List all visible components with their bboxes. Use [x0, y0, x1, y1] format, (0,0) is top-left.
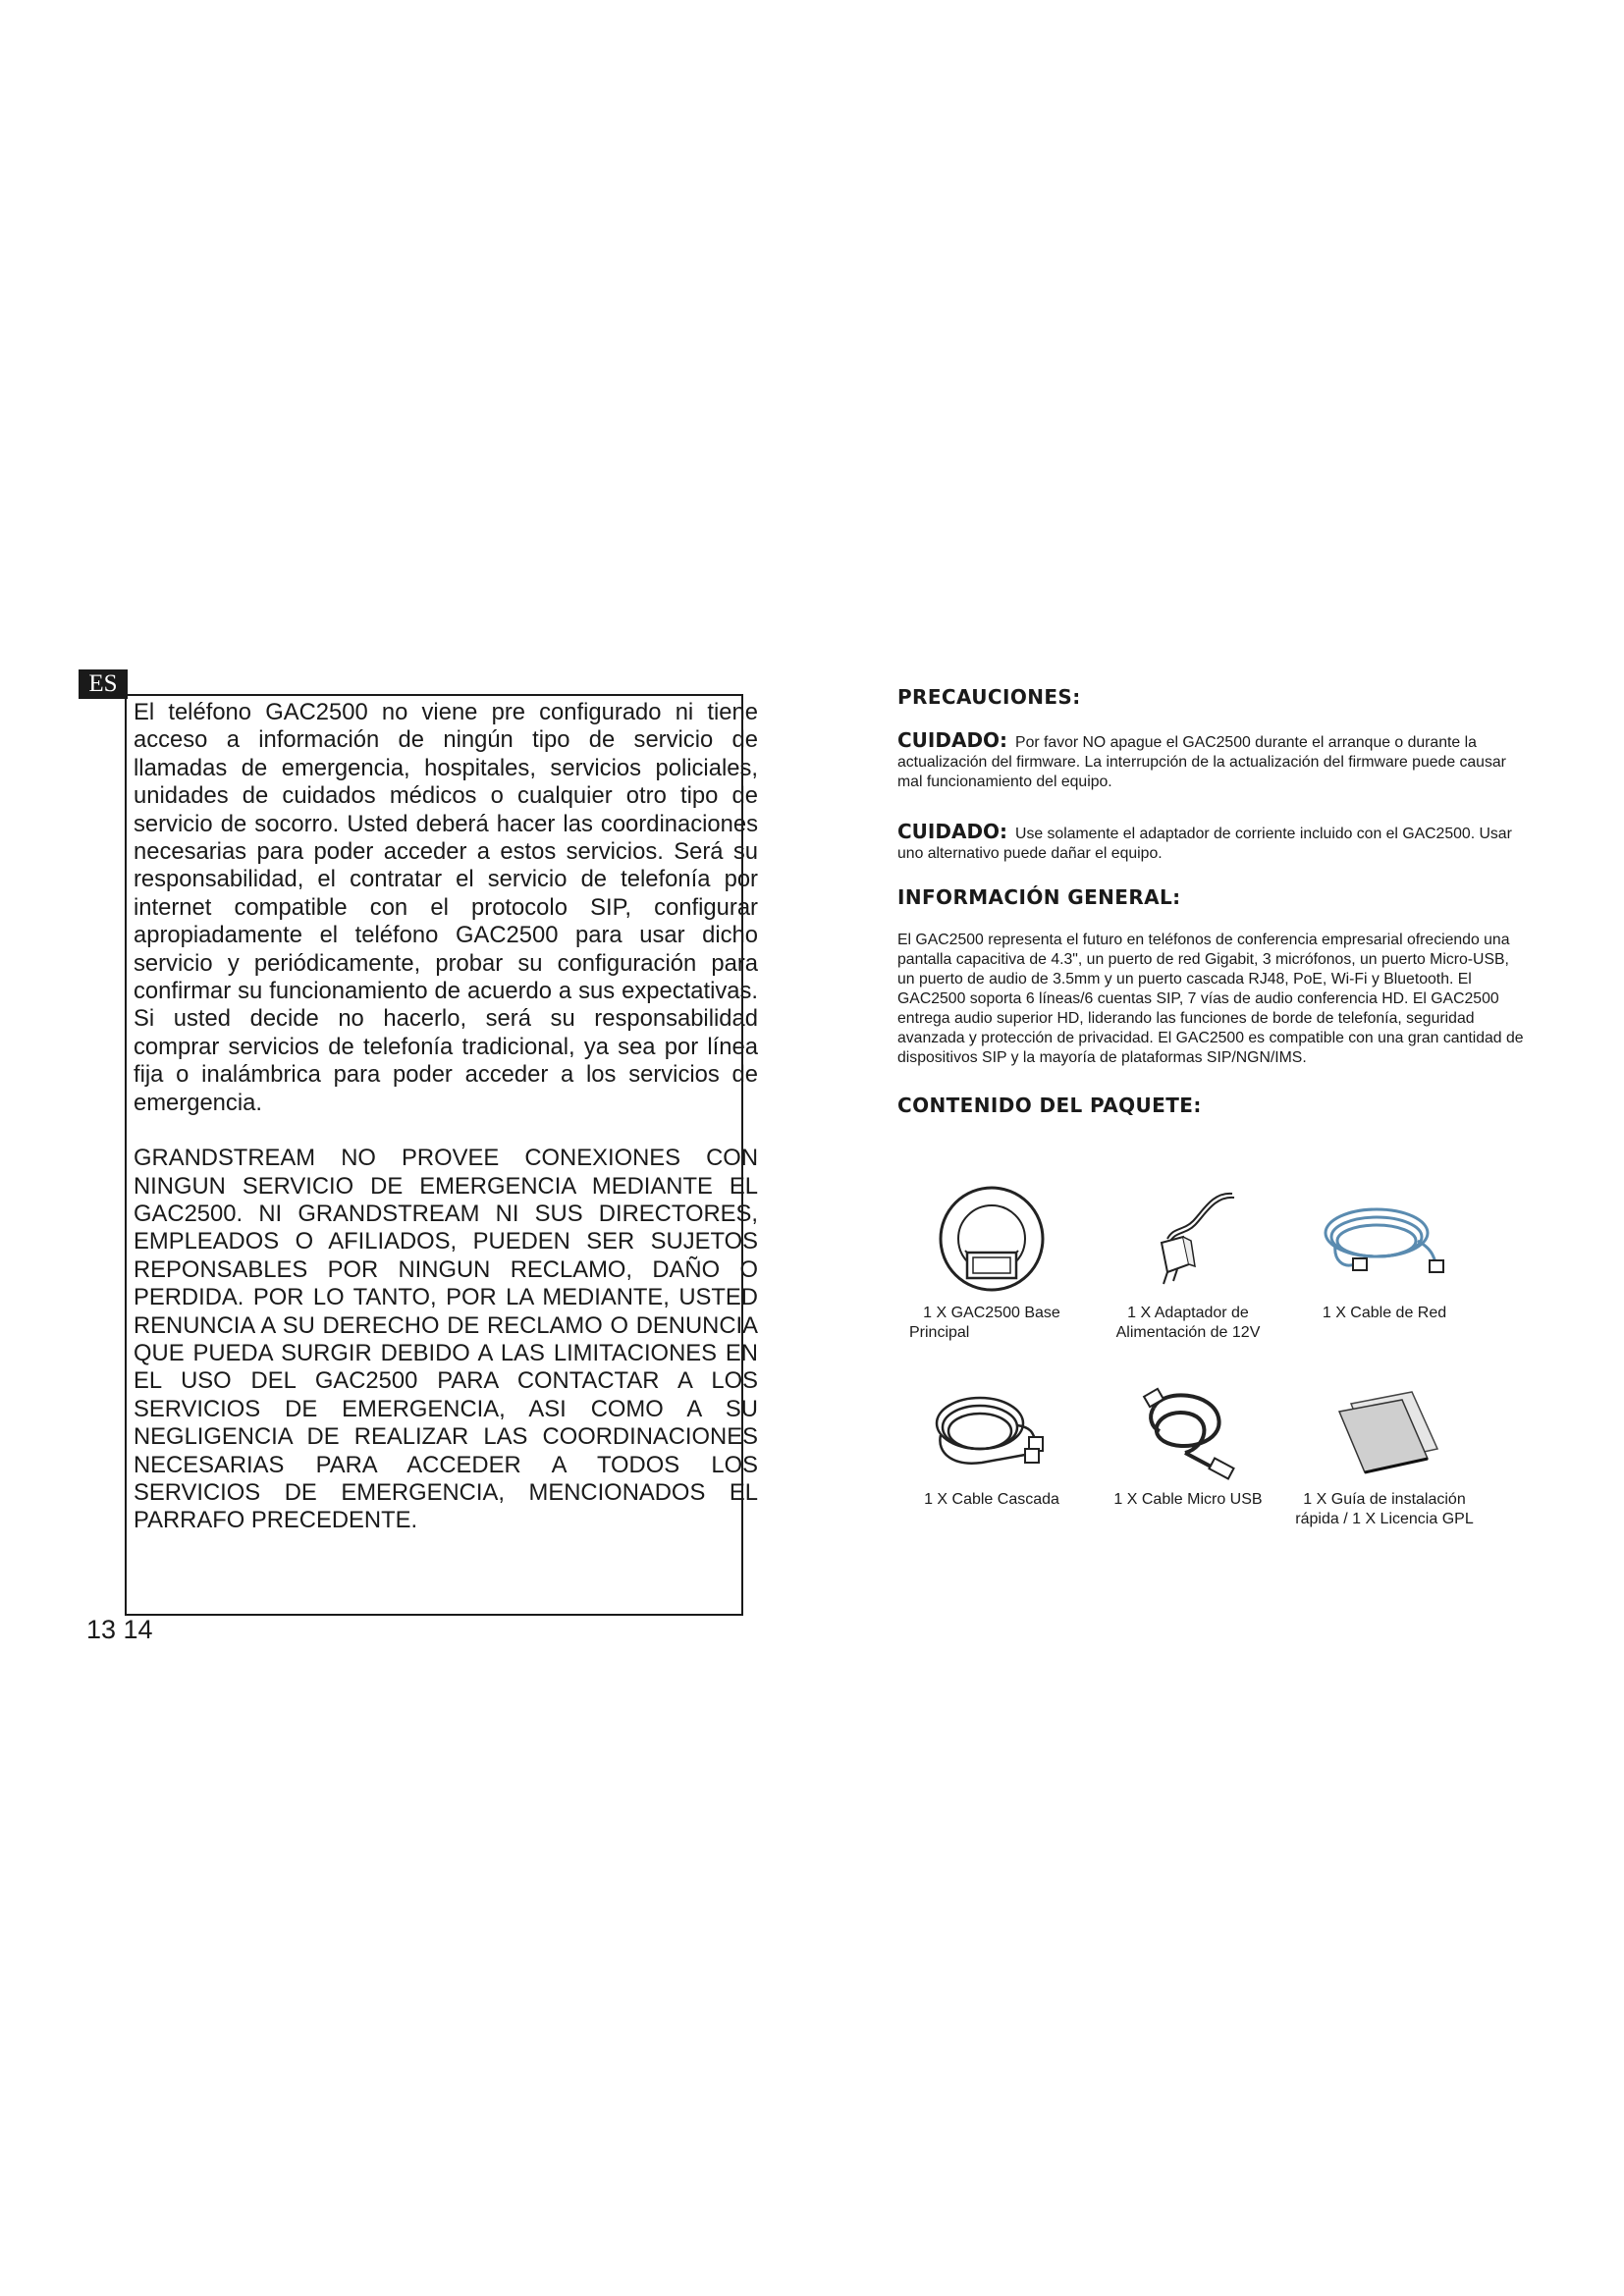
package-item-usb-cable	[1080, 1378, 1296, 1510]
package-item-cascade-cable	[884, 1378, 1100, 1510]
cascade-cable-icon	[923, 1378, 1060, 1486]
package-item-label: 1 X Cable Cascada	[924, 1491, 1059, 1508]
package-item-label: 1 X Adaptador de Alimentación de 12V	[1115, 1305, 1261, 1341]
package-item-label: 1 X Cable de Red	[1322, 1305, 1447, 1321]
package-contents-heading: CONTENIDO DEL PAQUETE:	[897, 1094, 1202, 1117]
caution-2-text: Use solamente el adaptador de corriente incluido con el GAC2500. Usar uno alternativo puede dañar el equipo.	[897, 826, 1512, 862]
package-item-label: 1 X GAC2500 Base Principal	[909, 1305, 1060, 1341]
package-item-label: 1 X Guía de instalación rápida / 1 X Licencia GPL	[1295, 1491, 1474, 1527]
package-item-label: 1 X Cable Micro USB	[1113, 1491, 1263, 1508]
general-info-heading: INFORMACIÓN GENERAL:	[897, 885, 1181, 909]
page-numbers: 13 14	[86, 1615, 153, 1644]
right-page	[897, 687, 1526, 1115]
caution-1-text: Por favor NO apague el GAC2500 durante el arranque o durante la actualización del firmware. La interrupción de la actualización del firmware puede causar mal funcionamiento del equipo.	[897, 734, 1506, 790]
micro-usb-cable-icon	[1124, 1378, 1252, 1486]
left-page-text	[134, 699, 758, 1535]
general-info-text: El GAC2500 representa el futuro en teléfonos de conferencia empresarial ofreciendo una pantalla capacitiva de 4.3", un puerto de red Gigabit, 3 micrófonos, un puerto Micro-USB, un puerto de audio de 3.5mm y un puerto cascada RJ48, PoE, Wi-Fi y Bluetooth. El GAC2500 soporta 6 líneas/6 cuentas SIP, 7 vías de audio conferencia HD. El GAC2500 entrega audio superior HD, liderando las funciones de borde de telefonía, seguridad avanzada y protección de privacidad. El GAC2500 es compatible con una gran cantidad de dispositivos SIP y la mayoría de plataformas SIP/NGN/IMS.	[897, 932, 1524, 1066]
package-item-adapter	[1080, 1182, 1296, 1343]
package-item-base	[884, 1182, 1100, 1343]
caution-2-label: CUIDADO:	[897, 820, 1008, 843]
precautions-heading: PRECAUCIONES:	[897, 685, 1081, 709]
caution-1-label: CUIDADO:	[897, 728, 1008, 752]
language-badge: ES	[79, 669, 128, 699]
phone-base-icon	[928, 1182, 1056, 1300]
disclaimer-paragraph: GRANDSTREAM NO PROVEE CONEXIONES CON NINGUN SERVICIO DE EMERGENCIA MEDIANTE EL GAC2500. NI GRANDSTREAM NI SUS DIRECTORES, EMPLEADOS O AFILIADOS, PUEDEN SER SUJETOS REPONSABLES POR NINGUN RECLAMO, DAÑO O PERDIDA. POR LO TANTO, POR LA MEDIANTE, USTED RENUNCIA A SU DERECHO DE RECLAMO O DENUNCIA QUE PUEDA SURGIR DEBIDO A LAS LIMITACIONES EN EL USO DEL GAC2500 PARA CONTACTAR A LOS SERVICIOS DE EMERGENCIA, ASI COMO A SU NEGLIGENCIA DE REALIZAR LAS COORDINACIONES NECESARIAS PARA ACCEDER A TODOS LOS SERVICIOS DE EMERGENCIA, MENCIONADOS EL PARRAFO PRECEDENTE.	[134, 1145, 758, 1534]
power-adapter-icon	[1124, 1182, 1252, 1300]
package-item-network-cable	[1276, 1182, 1492, 1323]
guide-booklet-icon	[1316, 1378, 1453, 1486]
network-cable-icon	[1316, 1182, 1453, 1300]
caution-2	[897, 822, 1526, 864]
package-contents-grid	[884, 1182, 1532, 1545]
caution-1	[897, 730, 1526, 792]
emergency-notice-paragraph: El teléfono GAC2500 no viene pre configurado ni tiene acceso a información de ningún tipo de servicio de llamadas de emergencia, hospitales, servicios policiales, unidades de cuidados médicos o cualquier otro tipo de servicio de socorro. Usted deberá hacer las coordinaciones necesarias para poder acceder a estos servicios. Será su responsabilidad, el contratar el servicio de telefonía por internet compatible con el protocolo SIP, configurar apropiadamente el teléfono GAC2500 para usar dicho servicio y periódicamente, probar su configuración para confirmar su funcionamiento de acuerdo a sus expectativas. Si usted decide no hacerlo, será su responsabilidad comprar servicios de telefonía tradicional, ya sea por línea fija o inalámbrica para poder acceder a los servicios de emergencia.	[134, 699, 758, 1116]
package-item-guide	[1276, 1378, 1492, 1529]
